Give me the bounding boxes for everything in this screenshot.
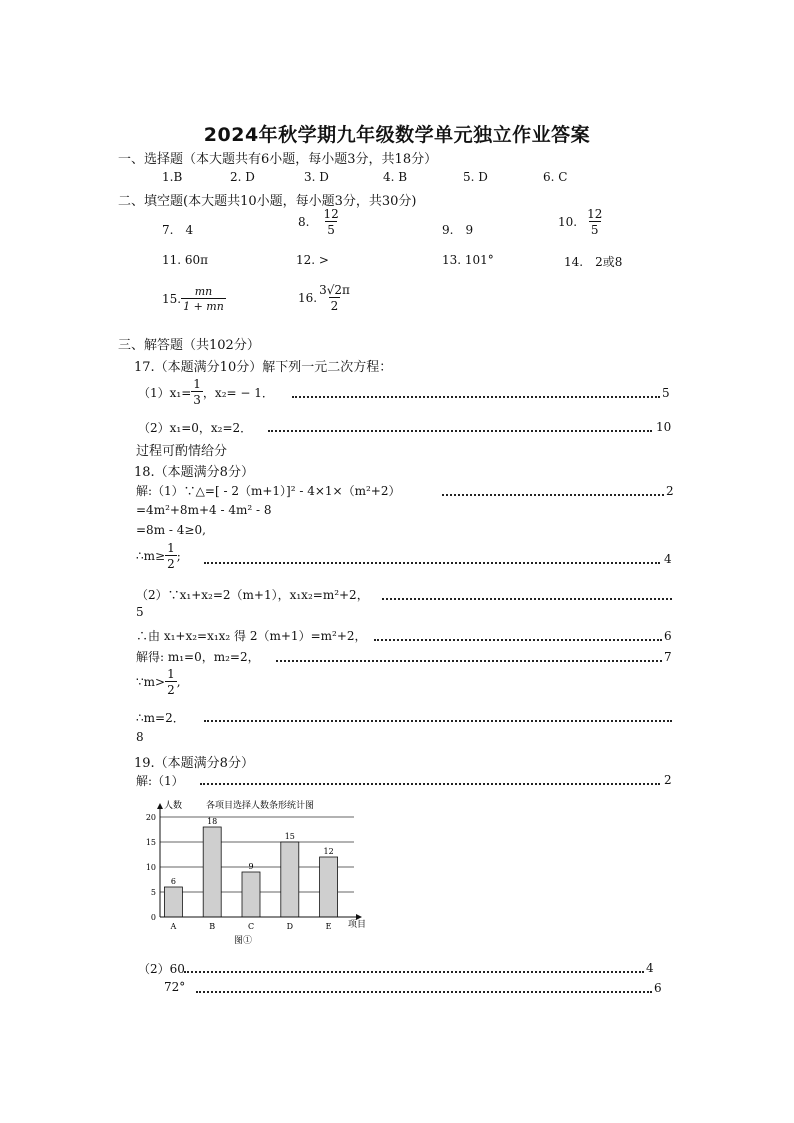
bar-value-label: 15 [284, 832, 295, 841]
section1-heading: 一、选择题（本大题共有6小题，每小题3分，共18分） [118, 152, 438, 167]
score-mark: 4 [646, 961, 654, 975]
q19-title: 19.（本题满分8分） [134, 756, 254, 771]
score-mark: 2 [666, 484, 674, 498]
answer-2: 2. D [230, 170, 255, 184]
leader-dots [276, 660, 662, 662]
bar-value-label: 12 [323, 847, 334, 856]
chart-xlabel: 项目 [348, 920, 367, 930]
answer-15-label: 15. [162, 292, 182, 306]
fraction-numerator: 1 [193, 377, 201, 391]
q17-part1-prefix: （1）x₁= [138, 385, 192, 400]
score-mark: 6 [654, 981, 662, 995]
bar [203, 827, 221, 917]
leader-dots [184, 971, 644, 973]
q19-part2a: （2）60 [138, 962, 185, 976]
fraction-numerator: 12 [587, 207, 603, 221]
answer-4: 4. B [383, 170, 408, 184]
q17-part1-suffix: ，x₂= − 1． [202, 385, 274, 400]
leader-dots [204, 562, 660, 564]
y-tick-label: 15 [145, 838, 156, 847]
leader-dots [268, 430, 652, 432]
x-tick-label: A [170, 922, 177, 931]
section3-heading: 三、解答题（共102分） [118, 338, 260, 353]
answer-7: 7. 4 [162, 223, 194, 237]
fraction-numerator: mn [194, 285, 213, 298]
fraction-numerator: 3√2π [319, 283, 350, 297]
score-mark: 4 [664, 552, 672, 566]
q18-line2: =4m²+8m+4 - 4m² - 8 [136, 503, 272, 517]
fraction-denominator: 3 [193, 393, 201, 407]
leader-dots [374, 639, 662, 641]
q18-line4 [136, 542, 181, 570]
y-axis-arrow [157, 803, 163, 809]
q19-part1: 解:（1） [136, 774, 184, 788]
score-mark: 5 [136, 605, 144, 619]
y-tick-label: 5 [150, 888, 156, 897]
answer-15 [162, 286, 226, 312]
fraction-denominator: 1 + mn [183, 300, 224, 313]
answer-8 [298, 208, 341, 236]
fraction-denominator: 2 [167, 683, 175, 697]
answer-8-label: 8. [298, 215, 310, 229]
q18-line8 [136, 668, 181, 696]
q18-line8-prefix: ∵m> [136, 675, 166, 689]
score-mark: 10 [656, 420, 672, 434]
y-tick-label: 20 [145, 813, 156, 822]
answer-1: 1.B [162, 170, 183, 184]
fraction-numerator: 1 [167, 667, 175, 681]
answer-16 [298, 284, 352, 312]
x-tick-label: C [247, 922, 255, 931]
q18-line6: ∴由 x₁+x₂=x₁x₂ 得 2（m+1）=m²+2， [136, 629, 367, 643]
q17-note: 过程可酌情给分 [136, 444, 228, 459]
fraction-denominator: 2 [330, 299, 339, 313]
fraction-denominator: 5 [590, 223, 599, 237]
answer-10-fraction [585, 208, 604, 236]
answer-9: 9. 9 [442, 223, 474, 237]
q19-part2b: 72° [164, 980, 186, 994]
bar-value-label: 9 [248, 862, 254, 871]
q17-title: 17.（本题满分10分）解下列一元二次方程： [134, 360, 393, 375]
q18-line4-prefix: ∴m≥ [136, 549, 166, 563]
leader-dots [196, 991, 652, 993]
answer-16-fraction [317, 284, 352, 312]
x-tick-label: B [209, 922, 216, 931]
y-tick-label: 10 [145, 863, 156, 872]
bar [281, 842, 299, 917]
q18-line9: ∴m=2． [136, 711, 185, 725]
answer-6: 6. C [543, 170, 568, 184]
score-mark: 2 [664, 773, 672, 787]
leader-dots [382, 598, 672, 600]
q17-part2: （2）x₁=0，x₂=2． [138, 421, 253, 435]
answer-16-label: 16. [298, 291, 318, 305]
x-tick-label: E [325, 922, 332, 931]
y-tick-label: 0 [150, 913, 156, 922]
leader-dots [200, 783, 660, 785]
score-mark: 8 [136, 730, 144, 744]
x-tick-label: D [286, 922, 294, 931]
score-mark: 5 [662, 386, 670, 400]
leader-dots [442, 494, 664, 496]
leader-dots [292, 396, 660, 398]
fraction-denominator: 2 [167, 557, 175, 571]
bar [242, 872, 260, 917]
answer-8-fraction [321, 208, 340, 236]
leader-dots [204, 720, 672, 722]
bar [320, 857, 338, 917]
q18-line3: =8m - 4≥0, [136, 523, 206, 537]
answer-3: 3. D [304, 170, 329, 184]
q18-line8-suffix: , [176, 675, 181, 689]
answer-11: 11. 60π [162, 253, 209, 267]
answer-13: 13. 101° [442, 253, 494, 267]
q18-line7: 解得: m₁=0，m₂=2， [136, 650, 260, 664]
chart-ylabel: 人数 [164, 801, 183, 811]
q18-line4-suffix: ; [176, 549, 181, 563]
fraction-denominator: 5 [327, 223, 335, 237]
answer-10-label: 10. [558, 215, 578, 229]
q18-line1: 解:（1）∵△=[ - 2（m+1）]² - 4×1×（m²+2） [136, 484, 401, 498]
q17-part1-fraction [191, 378, 203, 406]
q18-line8-fraction [165, 668, 177, 696]
fraction-numerator: 12 [323, 207, 339, 221]
chart-title: 各项目选择人数条形统计图 [206, 801, 315, 811]
q18-title: 18.（本题满分8分） [134, 465, 254, 480]
answer-10 [558, 208, 604, 236]
fraction-numerator: 1 [167, 541, 175, 555]
page-title: 2024年秋学期九年级数学单元独立作业答案 [203, 124, 591, 146]
score-mark: 7 [664, 650, 672, 664]
section2-heading: 二、填空题(本大题共10小题，每小题3分，共30分) [118, 194, 417, 209]
bar [164, 887, 182, 917]
q18-line5: （2）∵x₁+x₂=2（m+1），x₁x₂=m²+2， [136, 588, 369, 602]
bar-chart [130, 793, 380, 953]
answer-15-fraction [181, 286, 226, 312]
bar-value-label: 6 [170, 877, 176, 886]
bar-value-label: 18 [207, 817, 218, 826]
q18-line4-fraction [165, 542, 177, 570]
score-mark: 6 [664, 629, 672, 643]
answer-12: 12. > [296, 253, 329, 267]
chart-caption: 图① [234, 936, 253, 946]
answer-14: 14. 2或8 [564, 255, 623, 269]
q17-part1 [138, 378, 274, 406]
answer-5: 5. D [463, 170, 488, 184]
